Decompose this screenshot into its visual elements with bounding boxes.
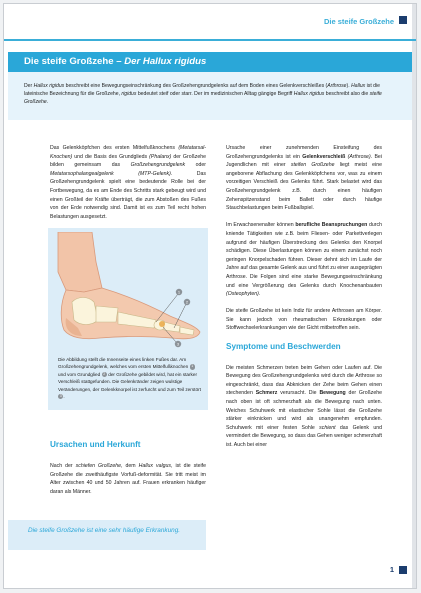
symptoms-paragraph: Die meisten Schmerzen treten beim Gehen oder Laufen auf. Die Bewegung des Großzehengrundgelenks wird durch die Arthrose so eingeschränkt, dass das Abknicken der Zehe beim Gehen einen stechenden Schmerz verursacht. Die Bewegung der Großzehe nach oben ist oft schmerzhaft als die Bewegung nach unten. Weiches Schuhwerk mit elastischer Sohle lässt die Großzehe stärker einknicken und wird als unangenehm empfunden. Schuhwerk mit einer festen Sohle schient das Gelenk und vermindert die Bewegung, so dass das Gehen weniger schmerzhaft ist. Auch bei einer [226,364,383,448]
page-number: 1 [389,565,394,574]
document-page [3,3,417,589]
callout-box [8,520,206,550]
callout-text: Die steife Großzehe ist eine sehr häufige Erkrankung. [28,527,181,534]
intro-box [8,72,412,120]
page-title: Die steife Großzehe – Der Hallux rigidus [24,56,207,67]
running-header: Die steife Großzehe [323,17,394,26]
label-3: 3 [176,341,180,347]
occupation-paragraph: Im Erwachsenenalter können berufliche Beanspruchungen durch kniende Tätigkeiten wie z.B. beim Fliesen- oder Parkettverlegen aufgrund der häufigen Überstreckung des Gelenks den Knorpel schädigen. Diese Überlastungen können zu einem zunächst noch geringen Knorpelschaden führen. Dieser dehnt sich im Laufe der Jahre auf das gesamte Gelenk aus und führt zu einer ausgeprägten Arthrose. Die Folgen sind eine starke Bewegungseinschränkung und eine Vergrößerung des Gelenks durch Knochenanbauten (Osteophyten). [226,222,382,298]
foot-figure [48,228,208,410]
header-rule [4,39,416,41]
figure-caption: Die Abbildung stellt die Innenseite eines linken Fußes dar. Am Großzehengrundgelenk, welches vom ersten Mittelfußknochen 1 und vom Grundglied 2 der Großzehe gebildet wird, hat ein starker Verschleiß stattgefunden. Die Gelenkränder zeigen wulstige Veränderungen, der Gelenkknorpel ist zerfurcht und zum Teil zerstört 3 . [58,357,201,400]
foot-illustration [52,232,204,352]
title-bar [8,52,412,72]
label-1: 1 [177,289,181,295]
page-edge [412,4,416,589]
indicator-paragraph: Die steife Großzehe ist kein Indiz für andere Arthrosen am Körper. Sie kann jedoch von rheumatischen Erkrankungen oder Stoffwechselerkrankungen wie der Gicht mitbetroffen sein. [226,308,382,332]
left-column [50,144,206,230]
header-marker [399,16,407,24]
caption-marker-3: 3 [59,394,62,399]
caption-marker-1: 1 [191,364,194,369]
right-column [226,144,382,458]
heading-causes: Ursachen und Herkunft [50,440,141,449]
label-2: 2 [185,299,189,305]
anatomy-paragraph: Das Gelenkköpfchen des ersten Mittelfußknochens (Metatarsal-Knochen) und die Basis des Grundglieds (Phalanx) der Großzehe bilden gemeinsam das Großzehengrundgelenk oder Metatarsophalangealgelenk (MTP-Gelenk). Das Großzehengrundgelenk spielt eine bedeutende Rolle bei der Fortbewegung, da es am Ende des Schritts stark gebeugt wird und einen Großteil der Kräfte überträgt, die zum Abstoßen des Fußes von der Erde notwendig sind. Damit ist es zum Teil recht hohen Belastungen ausgesetzt. [50,145,207,220]
footer-marker [399,566,407,574]
intro-text: Der Hallux rigidus beschreibt eine Bewegungseinschränkung des Großzehengrundgelenks auf dem Boden eines Gelenkverschleißes (Arthrose). Hallux ist die lateinische Bezeichnung für die Großzehe, rigidus bedeutet steif oder starr. Der im medizinischen Alltag gängige Begriff Hallux rigidus beschreibt also die steife Großzehe. [24,83,382,105]
causes-paragraph: Nach der schiefen Großzehe, dem Hallux valgus, ist die steife Großzehe die zweithäufigste Vorfuß-deformität. Sie tritt meist im Alter zwischen 40 und 50 Jahren auf. Frauen erkranken häufiger daran als Männer. [50,463,207,495]
left-column-lower [50,440,206,505]
caption-marker-2: 2 [103,371,106,376]
cause-paragraph: Ursache einer zunehmenden Einsteifung des Großzehengrundgelenks ist ein Gelenkverschleiß (Arthrose). Bei Jugendlichen mit einer steifen Großzehe liegt meist eine angeborene Abflachung des Gelenkköpfchens vor, was zu einem vorzeitigen Verschleiß des Gelenks führt. Stark belastet wird das Großzehengrundgelenk z.B. durch einen häufigen Zehenspitzenstand beim Ballett oder durch häufige Stauchbelastungen beim Fußballspiel. [226,145,382,212]
heading-symptoms: Symptome und Beschwerden [226,341,341,351]
